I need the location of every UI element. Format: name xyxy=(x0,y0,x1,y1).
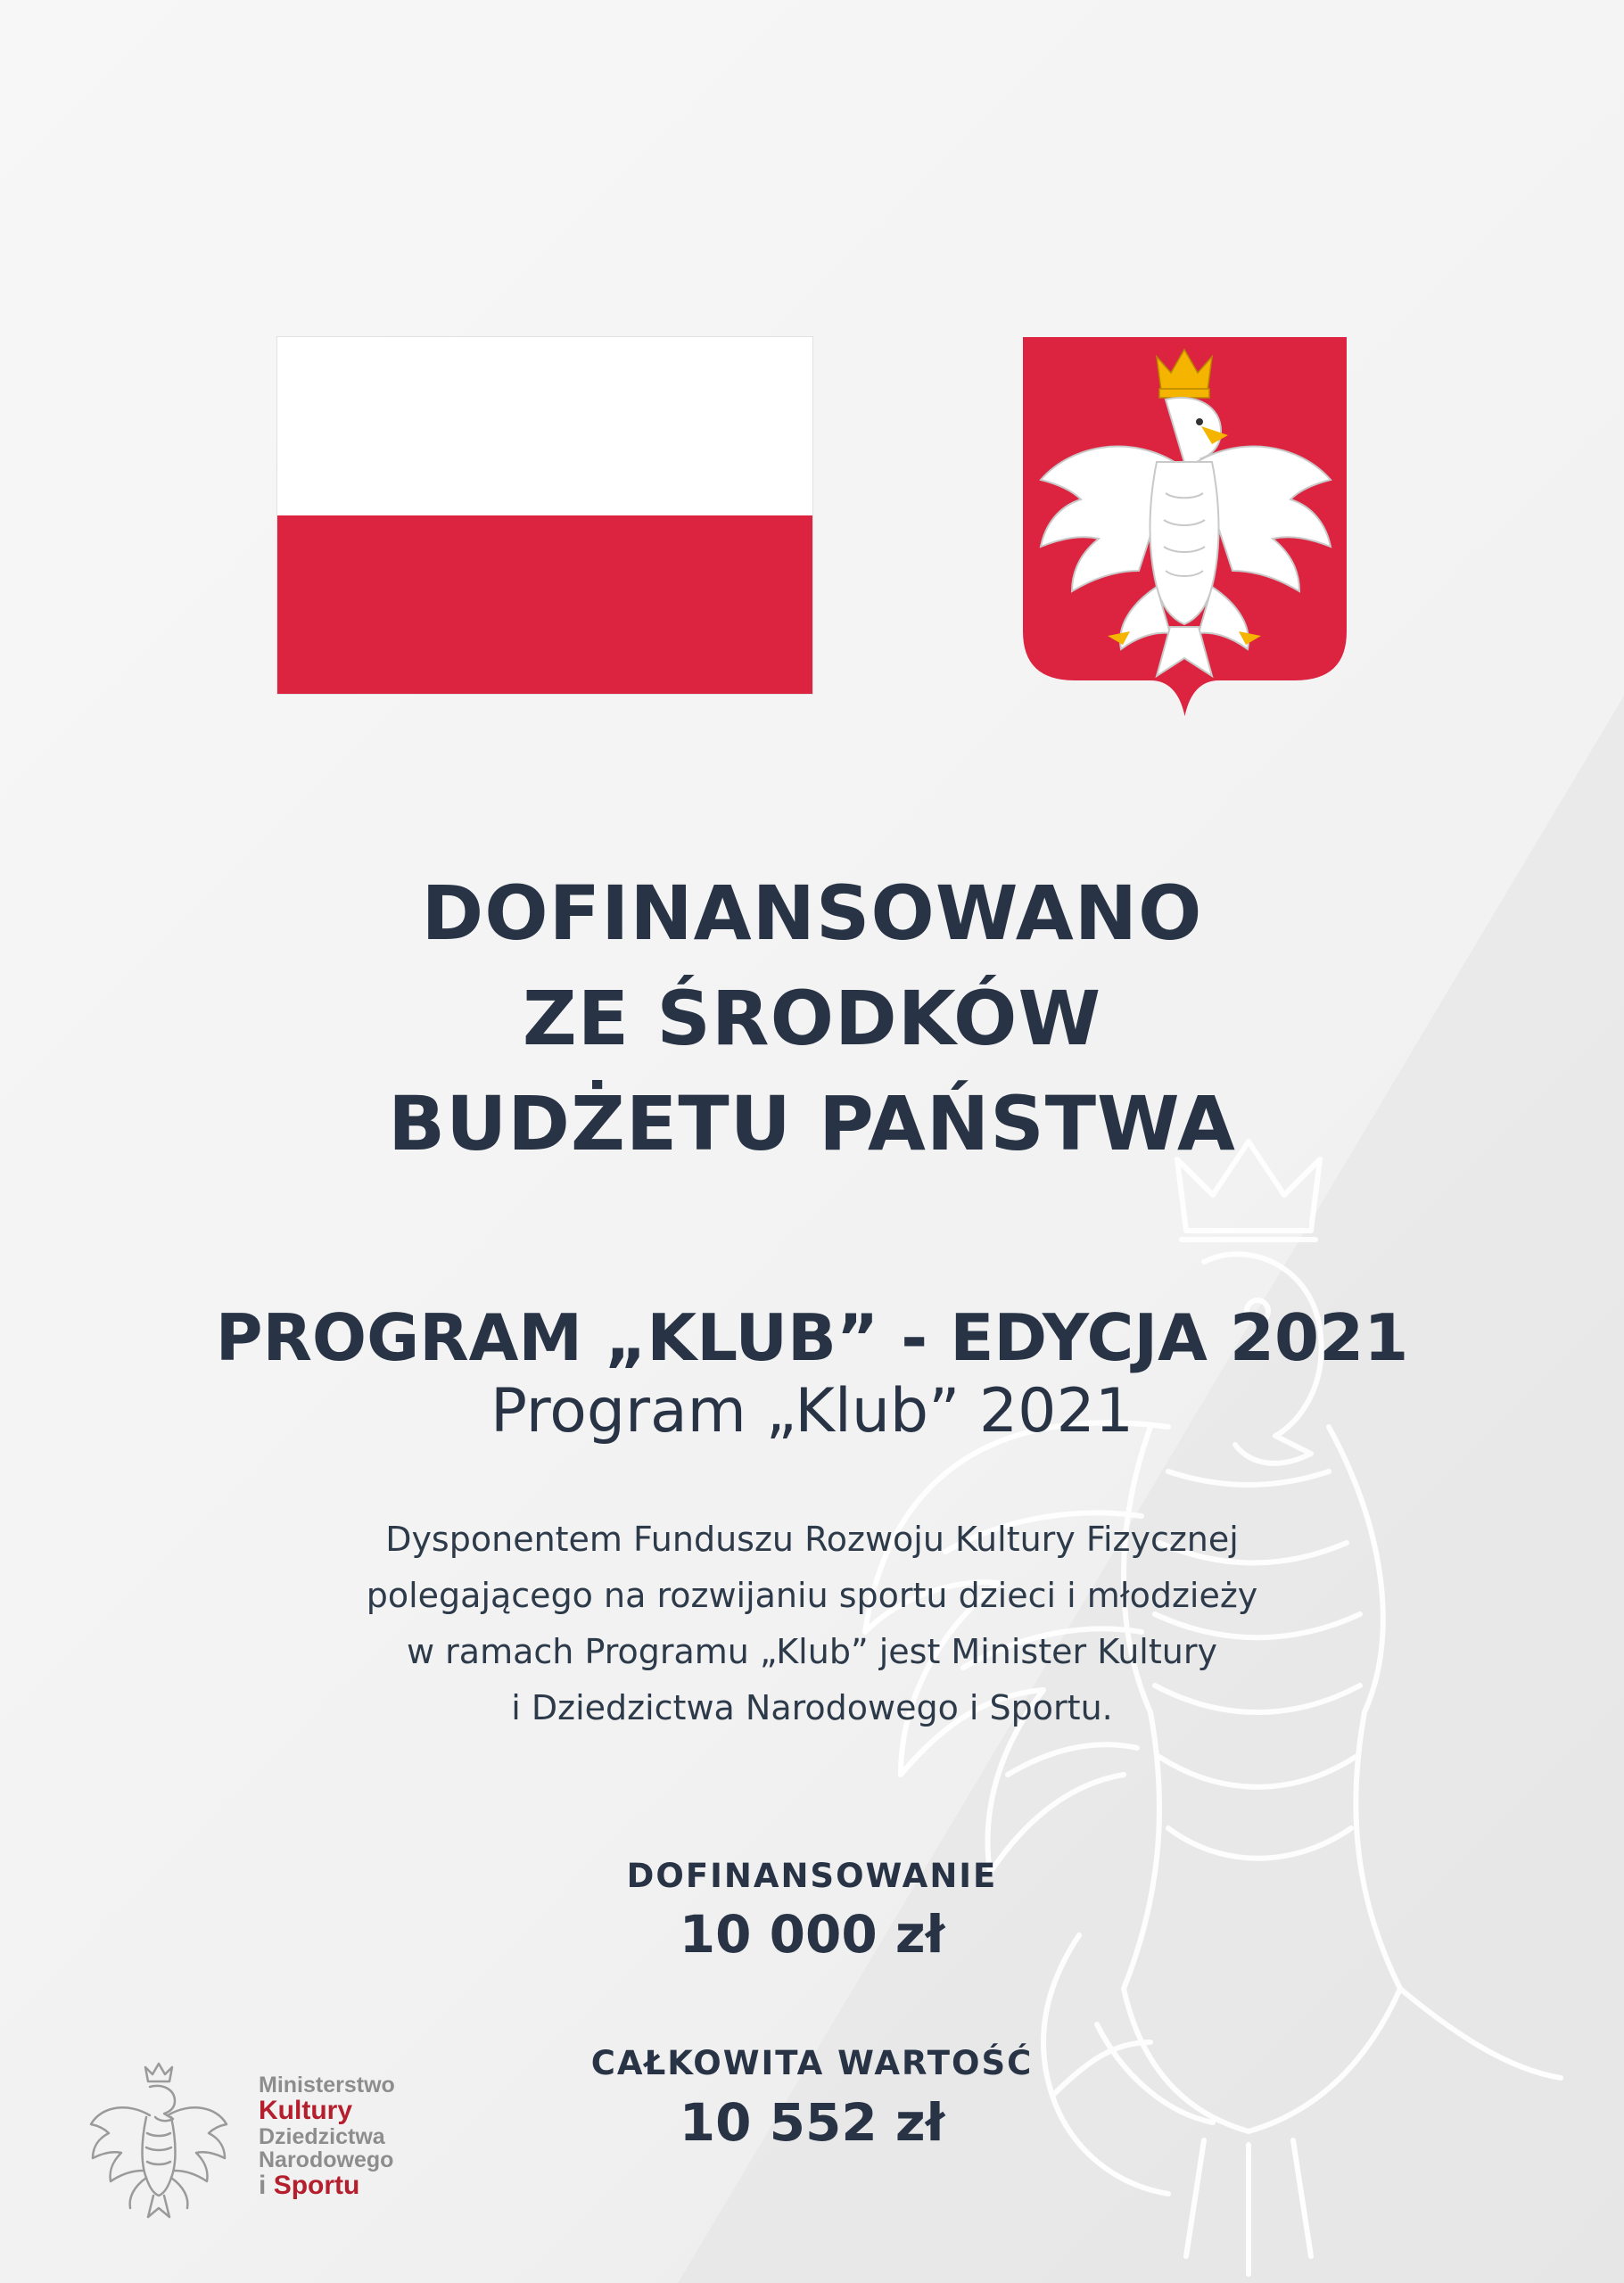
ministry-line-5-i: i xyxy=(259,2171,267,2201)
flag-white-stripe xyxy=(277,337,812,515)
description xyxy=(0,1512,1624,1736)
ministry-eagle-icon xyxy=(87,2062,230,2221)
ministry-line-5 xyxy=(259,2172,395,2200)
description-line-3: w ramach Programu „Klub” jest Minister Kultury xyxy=(407,1632,1217,1671)
total-value-amount: 10 552 zł xyxy=(679,2092,945,2153)
main-title-line-3: BUDŻETU PAŃSTWA xyxy=(388,1080,1236,1167)
funding-label: DOFINANSOWANIE xyxy=(626,1857,998,1895)
ministry-logo-text xyxy=(259,2073,395,2200)
funding-value: 10 000 zł xyxy=(679,1904,945,1965)
main-title-line-2: ZE ŚRODKÓW xyxy=(522,975,1102,1062)
ministry-line-5-sport: Sportu xyxy=(273,2171,360,2201)
description-line-2: polegającego na rozwijaniu sportu dzieci i młodzieży xyxy=(366,1576,1258,1615)
ministry-line-3: Dziedzictwa xyxy=(259,2123,385,2149)
program-title: PROGRAM „KLUB” - EDYCJA 2021 xyxy=(215,1300,1409,1375)
ministry-line-4: Narodowego xyxy=(259,2147,394,2172)
main-title-line-1: DOFINANSOWANO xyxy=(421,870,1203,957)
ministry-line-2: Kultury xyxy=(259,2096,352,2126)
total-value-label: CAŁKOWITA WARTOŚĆ xyxy=(590,2044,1034,2082)
main-title xyxy=(0,861,1624,1176)
flag-red-stripe xyxy=(277,515,812,694)
ministry-line-1: Ministerstwo xyxy=(259,2073,395,2098)
description-line-1: Dysponentem Funduszu Rozwoju Kultury Fizycznej xyxy=(385,1520,1239,1559)
description-line-4: i Dziedzictwa Narodowego i Sportu. xyxy=(511,1688,1113,1727)
polish-flag xyxy=(277,337,812,694)
program-subtitle: Program „Klub” 2021 xyxy=(490,1376,1134,1446)
coat-of-arms-icon xyxy=(1023,337,1347,716)
